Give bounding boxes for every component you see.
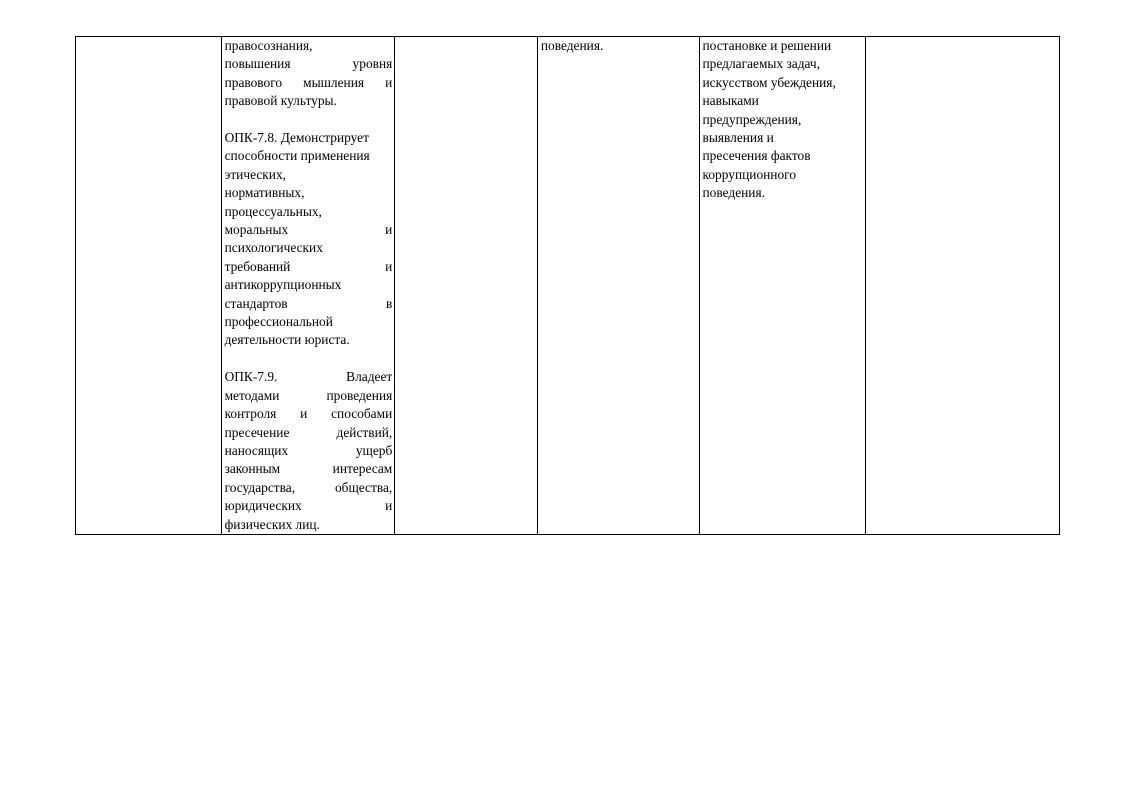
- text-line: навыками: [702, 93, 759, 109]
- text-word: действий,: [336, 424, 393, 440]
- text-word: способности применения: [224, 148, 370, 164]
- text-word: уровня: [352, 56, 393, 72]
- text-word: в: [385, 295, 393, 311]
- table-cell-col5: [699, 37, 866, 535]
- text-word: и: [385, 74, 393, 90]
- paragraph-gap: [225, 350, 393, 368]
- text-line: [225, 221, 393, 239]
- text-word: и: [385, 498, 393, 514]
- text-word: контроля: [224, 406, 277, 422]
- text-word: и: [385, 222, 393, 238]
- text-word: пресечение: [224, 424, 290, 440]
- text-line: выявления и: [702, 130, 774, 146]
- text-word: правовой культуры.: [224, 93, 337, 109]
- text-line: предупреждения,: [702, 111, 802, 127]
- text-line: [225, 92, 393, 110]
- indicator-paragraph-opk-7-8: [225, 129, 393, 350]
- text-line: [225, 424, 393, 442]
- text-word: и: [300, 406, 308, 422]
- text-word: мышления: [303, 74, 365, 90]
- text-word: юридических: [224, 498, 302, 514]
- text-word: антикоррупционных: [224, 277, 342, 293]
- table-cell-col1: [76, 37, 222, 535]
- text-line: [225, 405, 393, 423]
- text-line: пресечения фактов: [702, 148, 811, 164]
- text-word: методами: [224, 387, 280, 403]
- table-row: [76, 37, 1060, 535]
- text-line: [225, 387, 393, 405]
- text-line: [225, 203, 393, 221]
- text-word: Владеет: [346, 369, 393, 385]
- indicator-paragraph-opk-7-9: [225, 368, 393, 534]
- text-line: [225, 239, 393, 257]
- text-line: [225, 129, 393, 147]
- text-line: [225, 313, 393, 331]
- text-line: [225, 460, 393, 478]
- text-word: повышения: [224, 56, 291, 72]
- text-line: [225, 74, 393, 92]
- text-line: [225, 442, 393, 460]
- col4-text: поведения.: [540, 38, 604, 53]
- text-word: общества,: [334, 479, 393, 495]
- text-word: этических,: [224, 166, 287, 182]
- competency-table: [75, 36, 1060, 535]
- table-cell-indicators: [221, 37, 395, 535]
- text-word: проведения: [326, 387, 393, 403]
- text-word: правового: [224, 74, 283, 90]
- text-line: постановке и решении: [702, 38, 832, 53]
- text-word: стандартов: [224, 295, 288, 311]
- text-word: интересам: [332, 461, 393, 477]
- text-word: нормативных,: [224, 185, 305, 201]
- text-word: способами: [331, 406, 393, 422]
- text-line: [225, 516, 393, 534]
- col5-text: [703, 37, 864, 203]
- text-line: [225, 184, 393, 202]
- text-word: правосознания,: [224, 38, 313, 53]
- table-cell-col6: [866, 37, 1060, 535]
- text-word: профессиональной: [224, 314, 333, 330]
- text-line: [225, 497, 393, 515]
- table-cell-col4: [537, 37, 699, 535]
- text-line: [225, 276, 393, 294]
- text-word: деятельности юриста.: [224, 332, 350, 348]
- text-word: ОПК-7.8. Демонстрирует: [224, 130, 369, 146]
- paragraph-gap: [225, 111, 393, 129]
- text-word: физических лиц.: [224, 516, 320, 532]
- text-line: [225, 147, 393, 165]
- text-word: психологических: [224, 240, 323, 256]
- text-line: [225, 166, 393, 184]
- text-word: процессуальных,: [224, 203, 322, 219]
- text-line: [225, 55, 393, 73]
- text-word: законным: [224, 461, 281, 477]
- text-word: государства,: [224, 479, 296, 495]
- table-cell-col3: [395, 37, 538, 535]
- text-word: ущерб: [355, 442, 393, 458]
- text-line: [225, 37, 393, 55]
- text-line: [225, 331, 393, 349]
- text-line: [225, 258, 393, 276]
- text-word: ОПК-7.9.: [224, 369, 278, 385]
- text-line: искусством убеждения,: [702, 74, 836, 90]
- text-word: наносящих: [224, 442, 289, 458]
- text-line: [225, 368, 393, 386]
- text-line: поведения.: [702, 185, 765, 201]
- text-word: и: [385, 258, 393, 274]
- text-line: [225, 479, 393, 497]
- text-word: требований: [224, 258, 291, 274]
- text-line: предлагаемых задач,: [702, 56, 821, 72]
- text-word: моральных: [224, 222, 289, 238]
- text-line: коррупционного: [702, 166, 797, 182]
- text-line: [225, 295, 393, 313]
- indicator-paragraph-1: [225, 37, 393, 111]
